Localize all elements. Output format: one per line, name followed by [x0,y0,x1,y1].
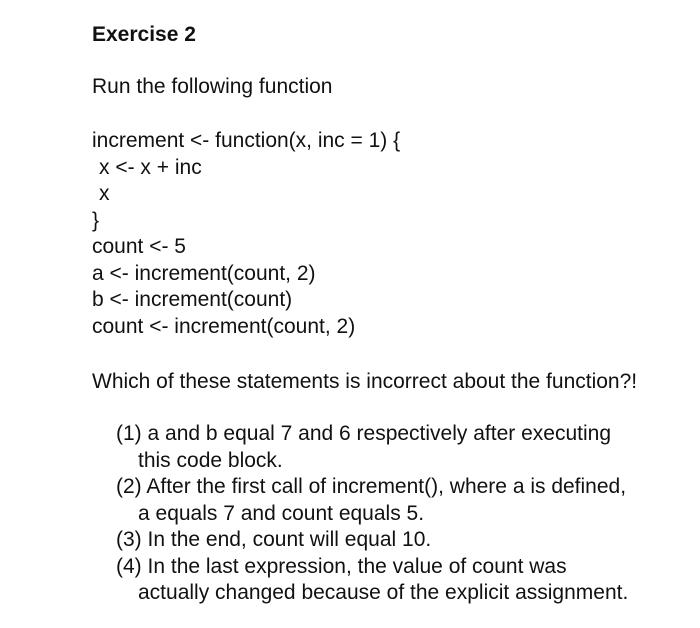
exercise-instruction: Run the following function [92,75,333,98]
option-number: (1) [116,422,142,445]
option-number: (4) [116,554,142,578]
code-line: count <- increment(count, 2) [92,314,356,338]
option-text-continued: this code block. [138,448,283,472]
code-line: increment <- function(x, inc = 1) { [92,129,401,152]
option-number: (3) [116,528,142,551]
exercise-page [92,0,692,628]
option-number: (2) [116,475,142,498]
code-line: x <- x + inc [99,155,202,179]
code-line: a <- increment(count, 2) [92,261,316,285]
answer-option-1 [116,421,686,474]
question-text: Which of these statements is incorrect about the function?! [92,370,638,393]
option-text-continued: actually changed because of the explicit assignment. [138,581,629,604]
code-line: b <- increment(count) [92,288,293,311]
answer-option-2 [116,474,686,527]
code-line: } [92,208,100,232]
code-block [92,128,400,340]
option-text: In the last expression, the value of count was [147,554,567,578]
option-text: a and b equal 7 and 6 respectively after executing [147,422,611,445]
answer-option-4 [116,554,686,607]
code-line: x [99,182,110,205]
answer-options [116,421,686,607]
option-text-continued: a equals 7 and count equals 5. [138,501,425,525]
code-line: count <- 5 [92,235,186,258]
answer-option-3 [116,527,686,554]
option-text: After the first call of increment(), where a is defined, [146,475,627,498]
exercise-title: Exercise 2 [92,23,196,46]
option-text: In the end, count will equal 10. [147,528,432,551]
